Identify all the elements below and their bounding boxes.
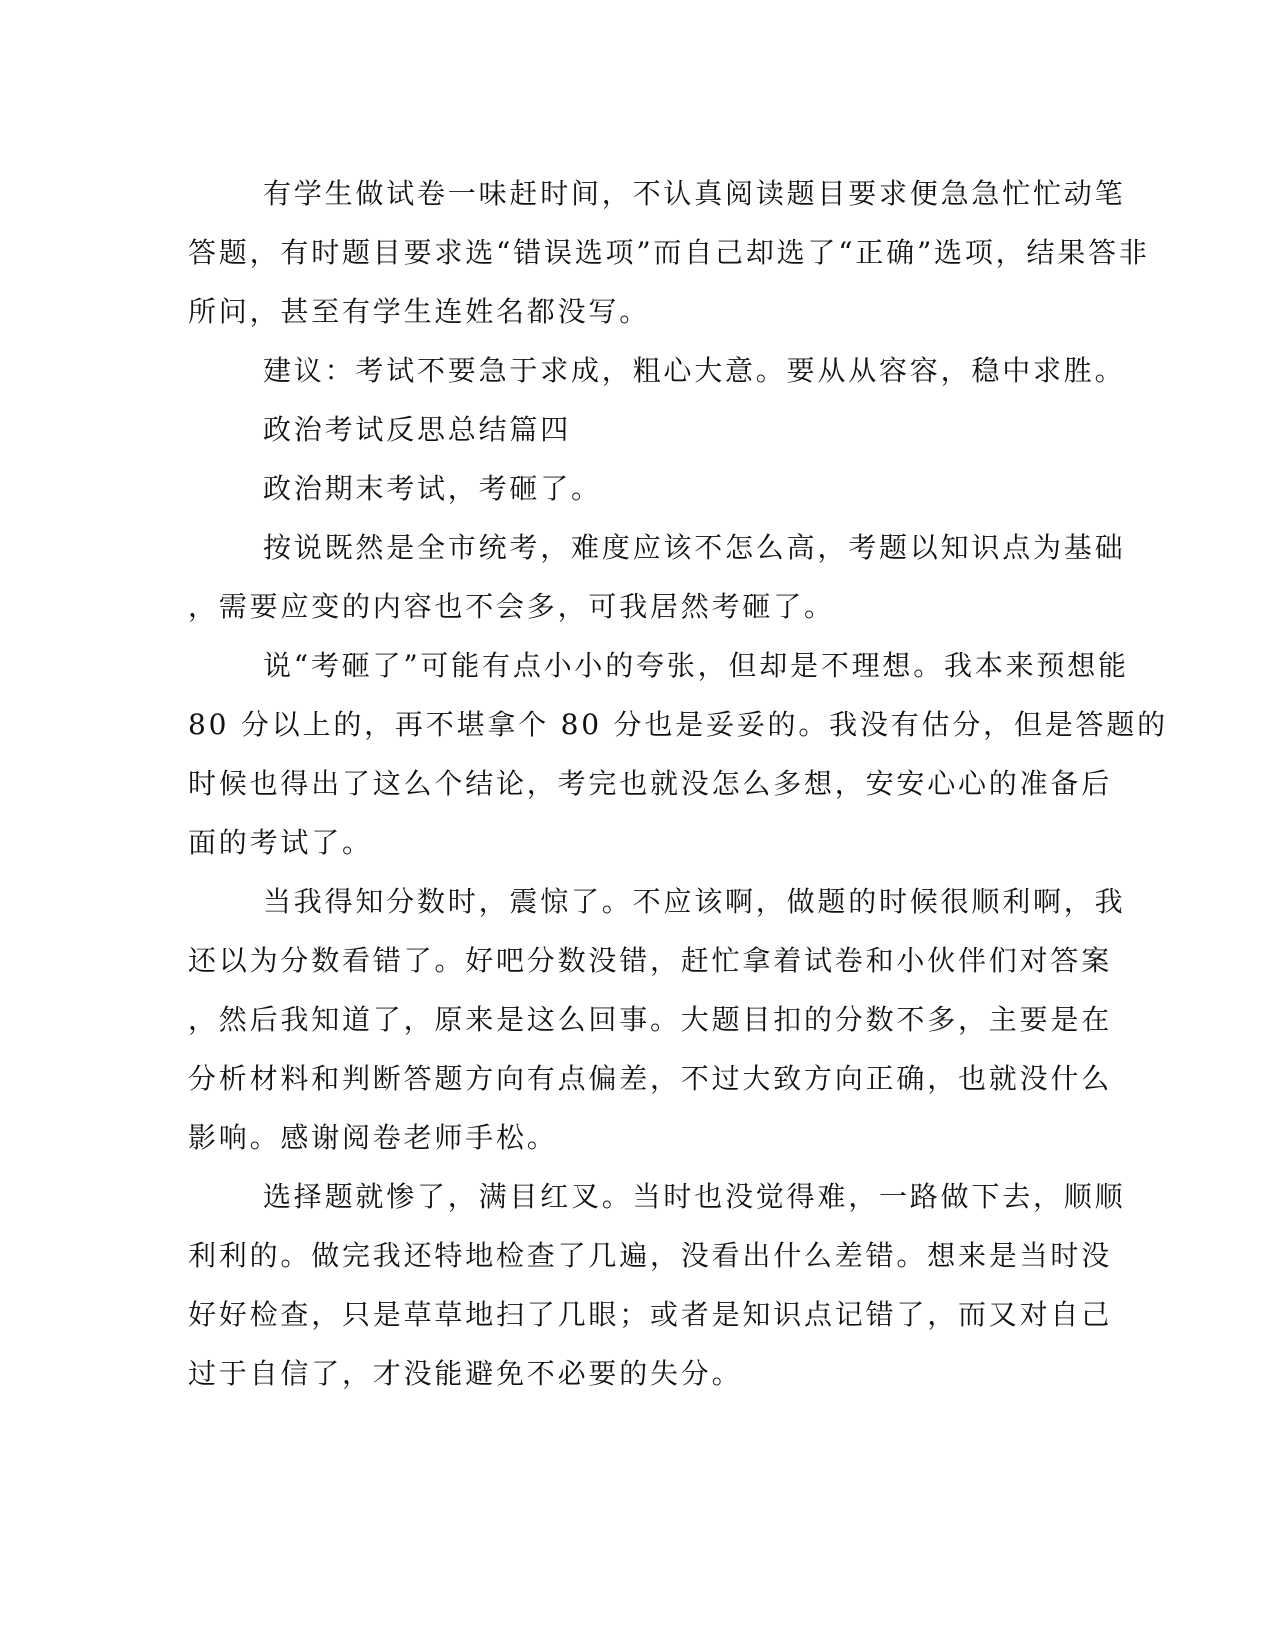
text-line: ，需要应变的内容也不会多，可我居然考砸了。 — [188, 590, 835, 623]
text-line: 过于自信了，才没能避免不必要的失分。 — [188, 1357, 743, 1390]
text-line: 有学生做试卷一味赶时间，不认真阅读题目要求便急急忙忙动笔 — [263, 177, 1126, 210]
text-line: 面的考试了。 — [188, 826, 373, 859]
section-heading: 政治考试反思总结篇四 — [263, 413, 572, 446]
text-line: 所问，甚至有学生连姓名都没写。 — [188, 295, 651, 328]
text-line: 政治期末考试，考砸了。 — [263, 472, 602, 505]
text-line: ，然后我知道了，原来是这么回事。大题目扣的分数不多，主要是在 — [188, 1003, 1113, 1036]
text-line: 按说既然是全市统考，难度应该不怎么高，考题以知识点为基础 — [263, 531, 1126, 564]
text-line: 说“考砸了”可能有点小小的夸张，但却是不理想。我本来预想能 — [263, 649, 1129, 682]
text-line: 建议：考试不要急于求成，粗心大意。要从从容容，稳中求胜。 — [263, 354, 1126, 387]
text-line: 选择题就惨了，满目红叉。当时也没觉得难，一路做下去，顺顺 — [263, 1180, 1126, 1213]
text-line: 利利的。做完我还特地检查了几遍，没看出什么差错。想来是当时没 — [188, 1239, 1113, 1272]
text-line: 还以为分数看错了。好吧分数没错，赶忙拿着试卷和小伙伴们对答案 — [188, 944, 1113, 977]
text-line: 当我得知分数时，震惊了。不应该啊，做题的时候很顺利啊，我 — [263, 885, 1126, 918]
text-line: 分析材料和判断答题方向有点偏差，不过大致方向正确，也就没什么 — [188, 1062, 1113, 1095]
document-body — [188, 164, 1168, 1403]
text-line: 好好检查，只是草草地扫了几眼；或者是知识点记错了，而又对自己 — [188, 1298, 1113, 1331]
text-line: 影响。感谢阅卷老师手松。 — [188, 1121, 558, 1154]
text-line: 80 分以上的，再不堪拿个 80 分也是妥妥的。我没有估分，但是答题的 — [188, 708, 1168, 741]
text-line: 时候也得出了这么个结论，考完也就没怎么多想，安安心心的准备后 — [188, 767, 1113, 800]
text-line: 答题，有时题目要求选“错误选项”而自己却选了“正确”选项，结果答非 — [188, 236, 1150, 269]
